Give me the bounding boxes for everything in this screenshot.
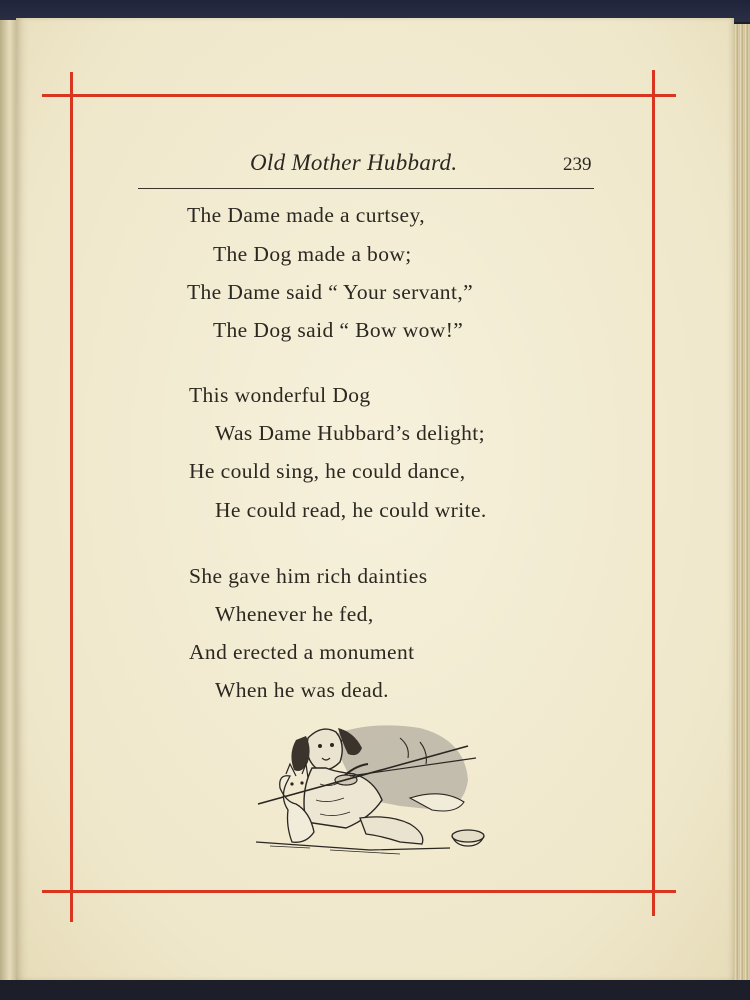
verse-line: He could sing, he could dance, — [189, 459, 466, 483]
verse-line: This wonderful Dog — [189, 383, 371, 407]
verse-line: He could read, he could write. — [215, 498, 487, 522]
border-rule-left — [70, 72, 73, 922]
border-rule-bottom — [42, 890, 676, 893]
verse-line: She gave him rich dainties — [189, 564, 428, 588]
verse-line: The Dog said “ Bow wow!” — [213, 318, 464, 342]
book-cover-bottom-edge — [0, 980, 750, 1000]
page-number: 239 — [563, 154, 592, 175]
verse-line: The Dog made a bow; — [213, 242, 412, 266]
verse-line: The Dame said “ Your servant,” — [187, 280, 474, 304]
verse-line: When he was dead. — [215, 678, 389, 702]
page-block-edge — [734, 24, 750, 984]
left-page-edge — [0, 20, 16, 990]
header-rule — [138, 188, 594, 189]
running-title: Old Mother Hubbard. — [250, 150, 458, 175]
verse-line: Whenever he fed, — [215, 602, 374, 626]
verse-line: The Dame made a curtsey, — [187, 203, 426, 227]
border-rule-right — [652, 70, 655, 916]
border-rule-top — [42, 94, 676, 97]
verse-line: Was Dame Hubbard’s delight; — [215, 421, 485, 445]
dog-and-cat-illustration — [250, 718, 500, 858]
verse-line: And erected a monument — [189, 640, 415, 664]
